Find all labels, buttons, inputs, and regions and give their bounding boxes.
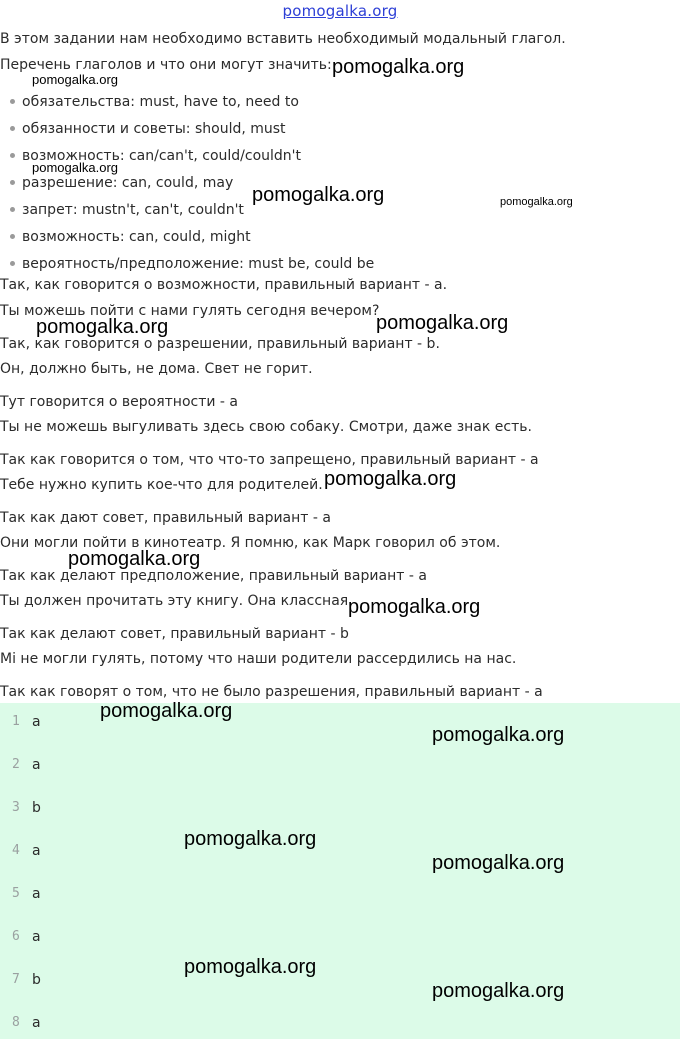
explanation-line: Тут говорится о вероятности - a [0, 394, 238, 410]
bullet-dot-icon [10, 207, 15, 212]
answer-row: 6 a [12, 929, 41, 945]
list-item: запрет: mustn't, can't, couldn't [10, 201, 244, 219]
watermark: pomogalka.org [332, 56, 465, 78]
sentence-line: Ты не можешь выгуливать здесь свою собаку. Смотри, даже знак есть. [0, 419, 532, 435]
list-item: возможность: can/can't, could/couldn't [10, 147, 301, 165]
answer-row: 7 b [12, 972, 41, 988]
explanation-line: Так как делают предположение, правильный вариант - a [0, 568, 427, 584]
answer-row: 8 a [12, 1015, 41, 1031]
list-item: обязанности и советы: should, must [10, 120, 286, 138]
bullet-dot-icon [10, 261, 15, 266]
watermark: pomogalka.org [32, 72, 118, 87]
sentence-line: Они могли пойти в кинотеатр. Я помню, как Марк говорил об этом. [0, 535, 501, 551]
explanation-line: Так, как говорится о разрешении, правильный вариант - b. [0, 336, 440, 352]
watermark: pomogalka.org [36, 316, 169, 338]
answer-row: 4 a [12, 843, 41, 859]
bullet-dot-icon [10, 126, 15, 131]
watermark: pomogalka.org [100, 700, 233, 722]
watermark: pomogalka.org [68, 548, 201, 570]
list-title: Перечень глаголов и что они могут значить: [0, 57, 332, 73]
watermark: pomogalka.org [376, 312, 509, 334]
watermark: pomogalka.org [324, 468, 457, 490]
watermark: pomogalka.org [432, 724, 565, 746]
bullet-dot-icon [10, 180, 15, 185]
watermark: pomogalka.org [432, 852, 565, 874]
explanation-line: Так, как говорится о возможности, правильный вариант - a. [0, 277, 448, 293]
watermark: pomogalka.org [432, 980, 565, 1002]
explanation-line: Так как дают совет, правильный вариант - a [0, 510, 331, 526]
list-item: разрешение: can, could, may [10, 174, 233, 192]
bullet-dot-icon [10, 234, 15, 239]
bullet-dot-icon [10, 99, 15, 104]
watermark: pomogalka.org [252, 184, 385, 206]
explanation-line: Так как делают совет, правильный вариант - b [0, 626, 349, 642]
sentence-line: Ты можешь пойти с нами гулять сегодня вечером? [0, 303, 380, 319]
watermark: pomogalka.org [184, 956, 317, 978]
watermark: pomogalka.org [184, 828, 317, 850]
answer-row: 1 a [12, 714, 41, 730]
list-item: вероятность/предположение: must be, could be [10, 255, 374, 273]
watermark: pomogalka.org [500, 196, 573, 208]
sentence-line: Мi не могли гулять, потому что наши родители рассердились на нас. [0, 651, 517, 667]
header-site-logo[interactable]: pomogalka.org [282, 2, 398, 20]
watermark: pomogalka.org [32, 160, 118, 175]
explanation-line: Так как говорится о том, что что-то запрещено, правильный вариант - a [0, 452, 539, 468]
sentence-line: Ты должен прочитать эту книгу. Она классная. [0, 593, 353, 609]
answers-panel [0, 703, 680, 1039]
answer-row: 5 a [12, 886, 41, 902]
list-item: обязательства: must, have to, need to [10, 93, 299, 111]
answer-row: 3 b [12, 800, 41, 816]
watermark: pomogalka.org [348, 596, 481, 618]
sentence-line: Он, должно быть, не дома. Свет не горит. [0, 361, 313, 377]
list-item: возможность: can, could, might [10, 228, 251, 246]
explanation-line: Так как говорят о том, что не было разрешения, правильный вариант - a [0, 684, 543, 700]
answer-row: 2 a [12, 757, 41, 773]
intro-text: В этом задании нам необходимо вставить необходимый модальный глагол. [0, 31, 566, 47]
bullet-dot-icon [10, 153, 15, 158]
sentence-line: Тебе нужно купить кое-что для родителей. [0, 477, 323, 493]
